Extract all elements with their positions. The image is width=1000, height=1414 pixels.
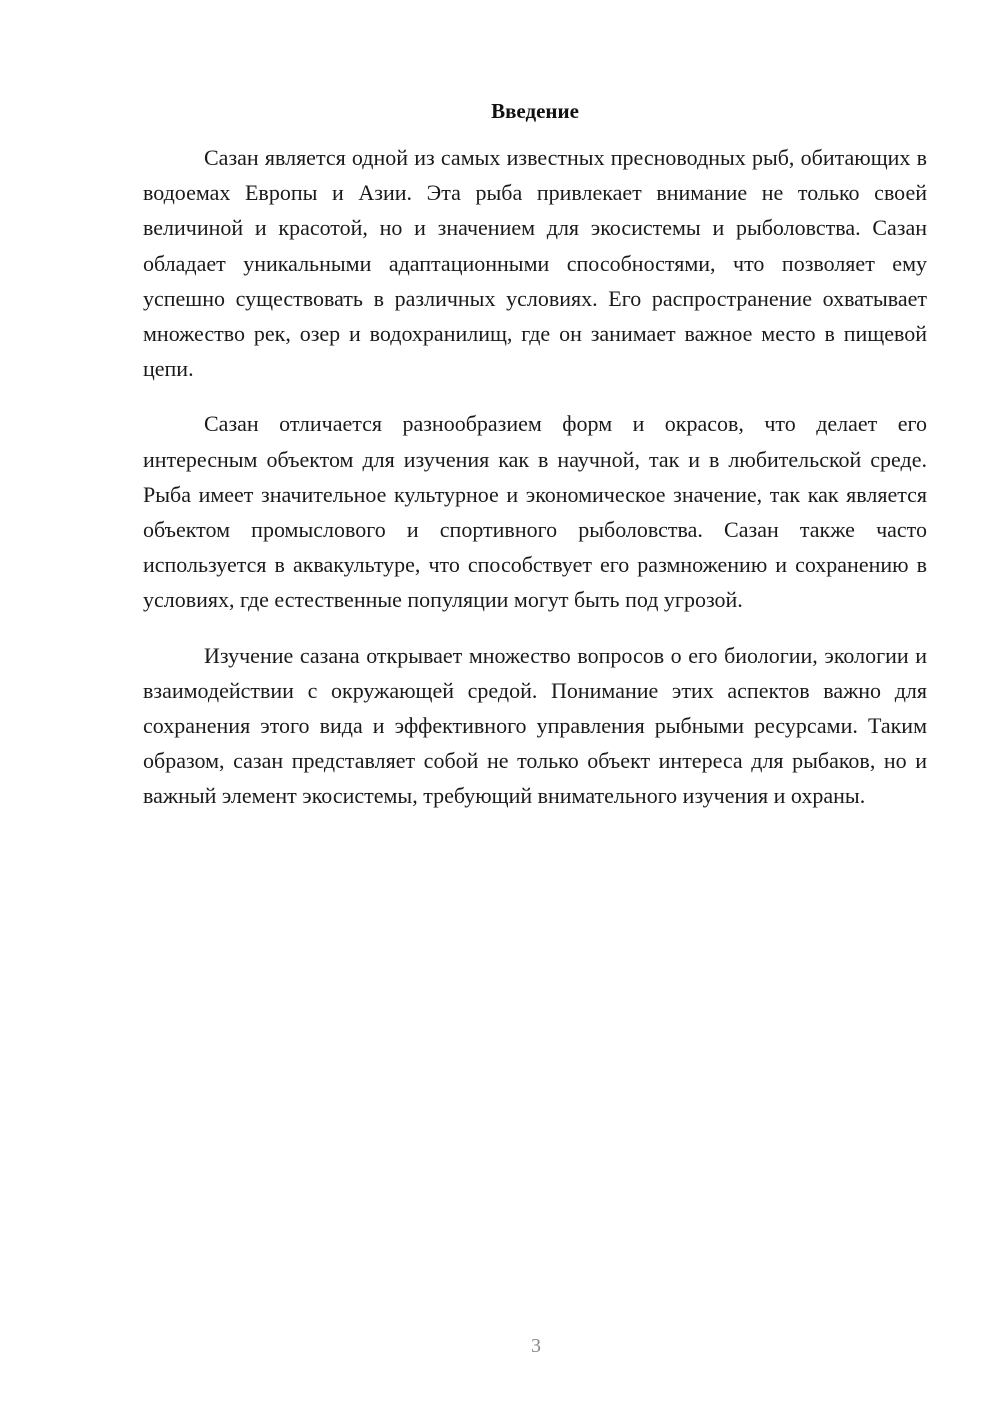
paragraph-3: Изучение сазана открывает множество вопросов о его биологии, экологии и взаимодействии с окружающей средой. Понимание этих аспектов важно для сохранения этого вида и эффективного управления рыбными ресурсами. Таким образом, сазан представляет собой не только объект интереса для рыбаков, но и важный элемент экосистемы, требующий внимательного изучения и охраны. (143, 642, 927, 809)
page-content (143, 95, 927, 834)
page-title: Введение (491, 99, 579, 123)
paragraph-2: Сазан отличается разнообразием форм и окрасов, что делает его интересным объектом для изучения как в научной, так и в любительской среде. Рыба имеет значительное культурное и экономическое значение, так как является объектом промыслового и спортивного рыболовства. Сазан также часто используется в аквакультуре, что способствует его размножению и сохранению в условиях, где естественные популяции могут быть под угрозой. (143, 411, 927, 613)
page-number: 3 (531, 1335, 541, 1357)
paragraph-1: Сазан является одной из самых известных пресноводных рыб, обитающих в водоемах Европы и Азии. Эта рыба привлекает внимание не только своей величиной и красотой, но и значением для экосистемы и рыболовства. Сазан обладает уникальными адаптационными способностями, что позволяет ему успешно существовать в различных условиях. Его распространение охватывает множество рек, озер и водохранилищ, где он занимает важное место в пищевой цепи. (143, 145, 927, 382)
